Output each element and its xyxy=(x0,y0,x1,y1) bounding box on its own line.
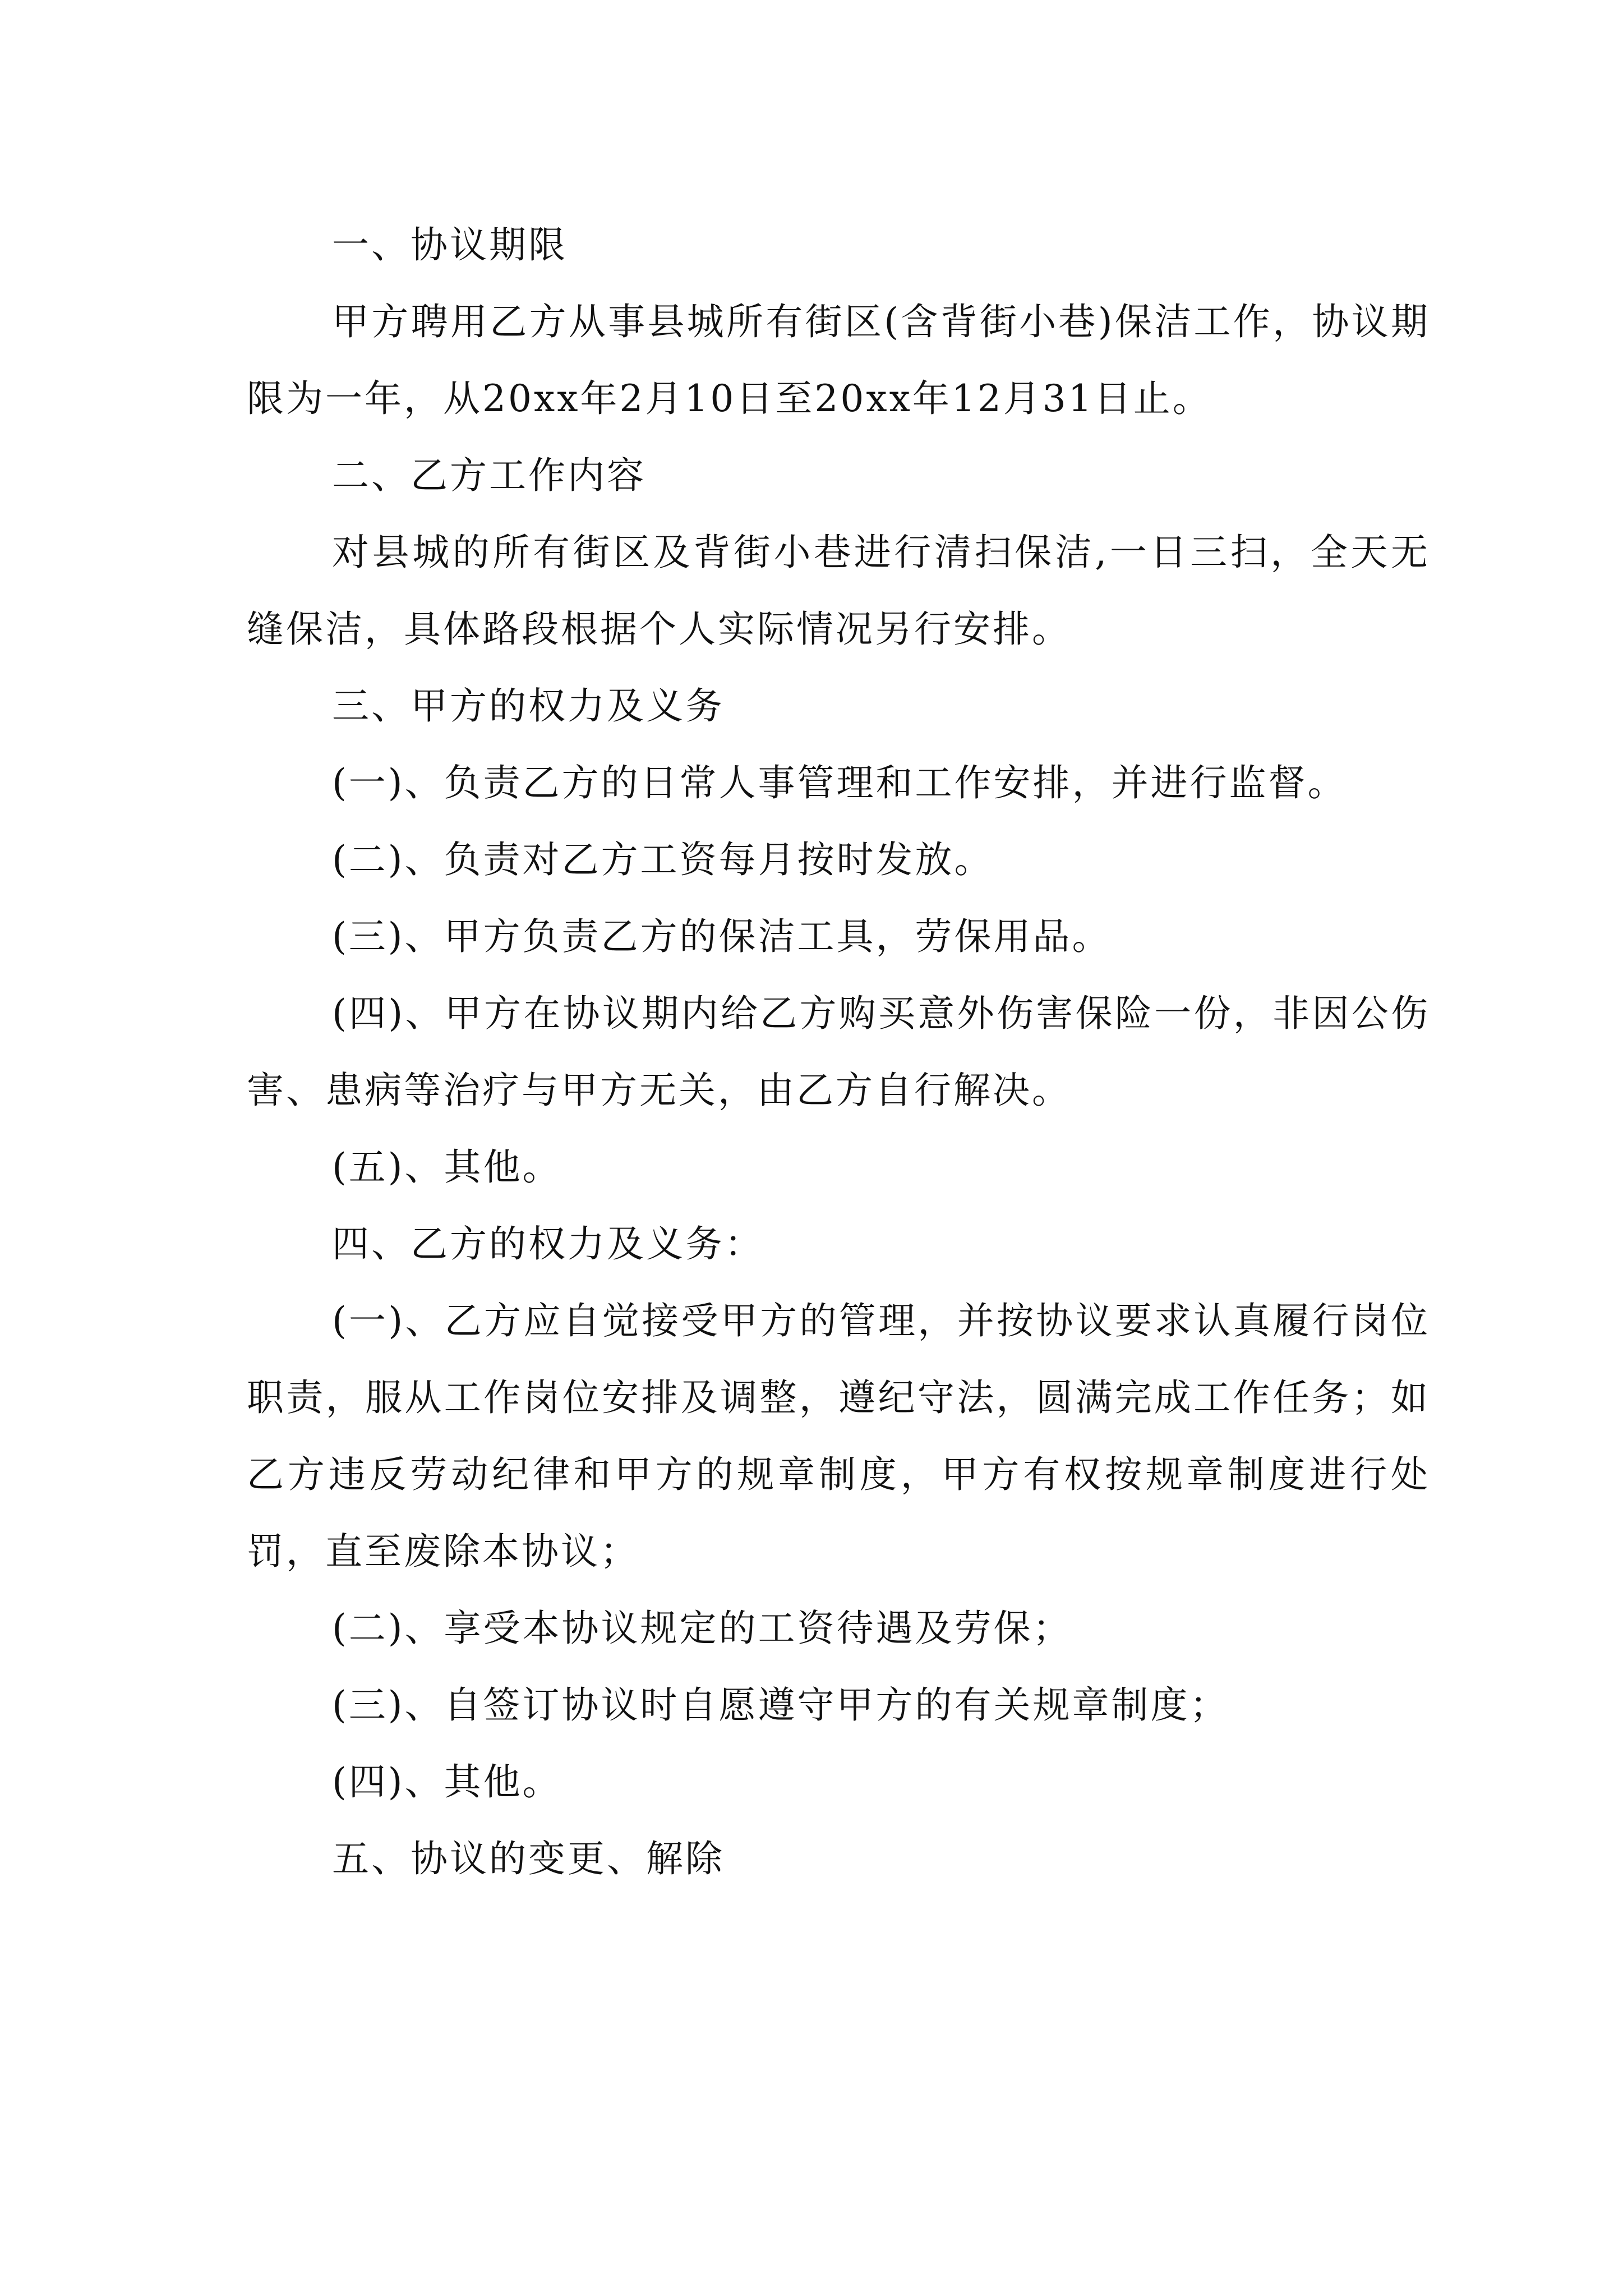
paragraph-party-b-item-1: (一)、乙方应自觉接受甲方的管理，并按协议要求认真履行岗位职责，服从工作岗位安排及调整，遵纪守法，圆满完成工作任务；如乙方违反劳动纪律和甲方的规章制度，甲方有权按规章制度进行处罚，直至废除本协议； xyxy=(247,1299,1430,1573)
paragraph-party-a-item-4: (四)、甲方在协议期内给乙方购买意外伤害保险一份，非因公伤害、患病等治疗与甲方无关，由乙方自行解决。 xyxy=(247,992,1430,1112)
document-body xyxy=(247,206,1430,1897)
paragraph-party-a-item-3: (三)、甲方负责乙方的保洁工具，劳保用品。 xyxy=(332,915,1112,958)
section-heading-work-content: 二、乙方工作内容 xyxy=(332,454,646,497)
paragraph-party-b-item-2: (二)、享受本协议规定的工资待遇及劳保； xyxy=(332,1607,1072,1650)
paragraph-work-content: 对县城的所有街区及背街小巷进行清扫保洁,一日三扫，全天无缝保洁，具体路段根据个人实际情况另行安排。 xyxy=(247,531,1430,651)
section-heading-term: 一、协议期限 xyxy=(332,223,568,266)
paragraph-party-a-item-2: (二)、负责对乙方工资每月按时发放。 xyxy=(332,838,994,881)
paragraph-party-a-item-5: (五)、其他。 xyxy=(332,1145,562,1189)
paragraph-party-b-item-3: (三)、自签订协议时自愿遵守甲方的有关规章制度； xyxy=(332,1683,1229,1727)
paragraph-party-a-item-1: (一)、负责乙方的日常人事管理和工作安排，并进行监督。 xyxy=(332,761,1347,804)
section-heading-party-b-rights: 四、乙方的权力及义务： xyxy=(332,1222,764,1266)
paragraph-party-b-item-4: (四)、其他。 xyxy=(332,1760,562,1803)
section-heading-change-termination: 五、协议的变更、解除 xyxy=(332,1837,725,1880)
paragraph-term: 甲方聘用乙方从事县城所有街区(含背街小巷)保洁工作，协议期限为一年，从20xx年2月10日至20xx年12月31日止。 xyxy=(247,300,1430,420)
section-heading-party-a-rights: 三、甲方的权力及义务 xyxy=(332,684,725,728)
